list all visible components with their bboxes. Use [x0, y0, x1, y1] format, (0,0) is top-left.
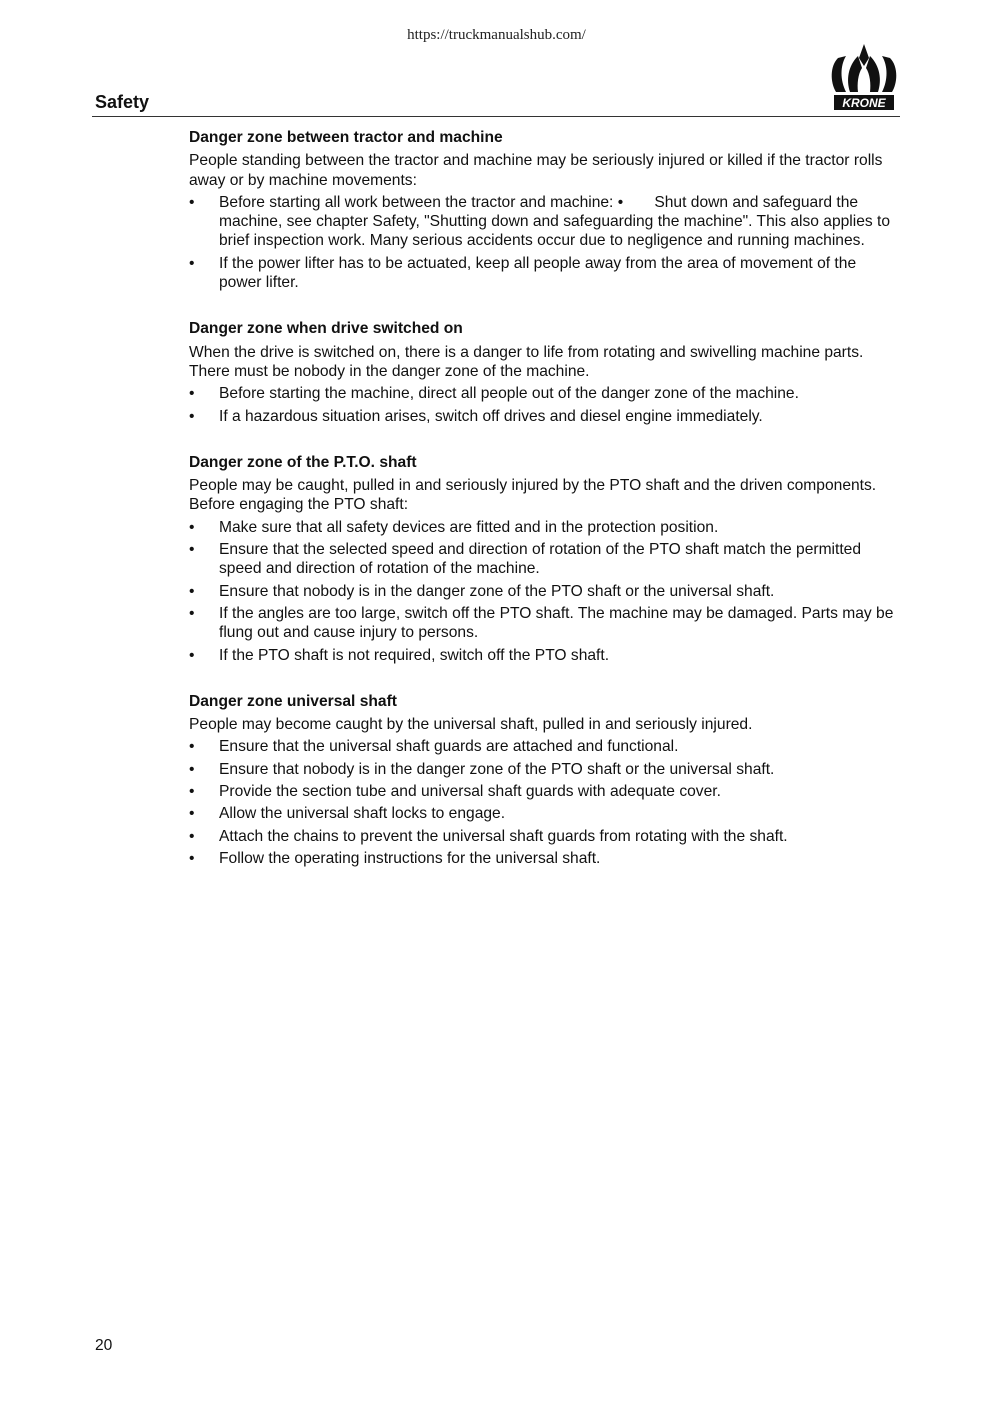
- list-item: [189, 737, 901, 756]
- bullet-icon: •: [189, 738, 195, 756]
- page-header-title: Safety: [95, 92, 150, 112]
- list-item-text: If the power lifter has to be actuated, keep all people away from the area of movement of the power lifter.: [219, 254, 857, 292]
- section-heading: Danger zone between tractor and machine: [189, 129, 503, 146]
- list-item: [189, 849, 901, 868]
- main-content: [189, 128, 901, 868]
- list-item: [189, 646, 901, 665]
- list-item-text: If a hazardous situation arises, switch off drives and diesel engine immediately.: [219, 407, 763, 425]
- section-heading: Danger zone universal shaft: [189, 692, 397, 710]
- list-item: [189, 782, 901, 801]
- bullet-list: [189, 737, 901, 868]
- source-url[interactable]: https://truckmanualshub.com/: [407, 27, 586, 43]
- krone-logo-text: KRONE: [842, 96, 886, 110]
- section-paragraph: Before engaging the PTO shaft:: [189, 496, 409, 514]
- list-item: [189, 582, 901, 601]
- section: [189, 319, 901, 425]
- list-item: [189, 193, 901, 251]
- bullet-icon: •: [189, 646, 195, 664]
- bullet-list: [189, 193, 901, 292]
- bullet-icon: •: [189, 254, 195, 272]
- section-heading: Danger zone when drive switched on: [189, 320, 463, 338]
- section: [189, 692, 901, 868]
- bullet-list: [189, 384, 901, 426]
- list-item-text: Provide the section tube and universal shaft guards with adequate cover.: [219, 783, 721, 801]
- list-item-text: If the angles are too large, switch off the PTO shaft. The machine may be damaged. Parts may be flung out and cause injury to persons.: [219, 604, 894, 642]
- list-item-text: Ensure that the selected speed and direction of rotation of the PTO shaft match the permitted speed and direction of rotation of the machine.: [219, 541, 862, 578]
- bullet-icon: •: [189, 604, 195, 622]
- section: [189, 453, 901, 665]
- bullet-icon: •: [189, 407, 195, 425]
- bullet-icon: •: [189, 193, 195, 211]
- bullet-icon: •: [189, 385, 195, 403]
- list-item: [189, 254, 901, 293]
- bullet-icon: •: [189, 518, 195, 536]
- bullet-list: [189, 518, 901, 665]
- list-item-text: Ensure that the universal shaft guards are attached and functional.: [219, 738, 679, 756]
- list-item: [189, 518, 901, 537]
- bullet-icon: •: [189, 541, 195, 559]
- section-paragraph: People may become caught by the universal shaft, pulled in and seriously injured.: [189, 716, 753, 734]
- section-paragraph: People standing between the tractor and machine may be seriously injured or killed if the tractor rolls away or by machine movements:: [189, 152, 883, 189]
- list-item-text: Ensure that nobody is in the danger zone of the PTO shaft or the universal shaft.: [219, 582, 775, 600]
- section-heading: Danger zone of the P.T.O. shaft: [189, 453, 417, 471]
- list-item-text: If the PTO shaft is not required, switch off the PTO shaft.: [219, 646, 610, 664]
- list-item-text: Make sure that all safety devices are fitted and in the protection position.: [219, 518, 719, 536]
- list-item: [189, 804, 901, 823]
- bullet-icon: •: [189, 827, 195, 845]
- bullet-icon: •: [189, 805, 195, 823]
- bullet-icon: •: [189, 849, 195, 867]
- page-number: 20: [95, 1337, 113, 1354]
- bullet-icon: •: [189, 783, 195, 801]
- list-item-text: Before starting the machine, direct all people out of the danger zone of the machine.: [219, 385, 799, 403]
- list-item: [189, 827, 901, 846]
- bullet-icon: •: [189, 582, 195, 600]
- list-item-text: Ensure that nobody is in the danger zone of the PTO shaft or the universal shaft.: [219, 760, 775, 778]
- list-item: [189, 760, 901, 779]
- list-item: [189, 540, 901, 579]
- bullet-icon: •: [189, 760, 195, 778]
- section: [189, 128, 901, 292]
- list-item: [189, 604, 901, 643]
- list-item: [189, 407, 901, 426]
- list-item-text: Before starting all work between the tractor and machine: • Shut down and safeguard the machine, see chapter Safety, "Shutting down and safeguarding the machine". This also applies to brief inspection work. Many serious accidents occur due to negligence and running machines.: [219, 193, 891, 250]
- section-paragraph: When the drive is switched on, there is a danger to life from rotating and swivelling machine parts. There must be nobody in the danger zone of the machine.: [189, 343, 864, 380]
- list-item-text: Follow the operating instructions for the universal shaft.: [219, 849, 601, 867]
- list-item-text: Attach the chains to prevent the universal shaft guards from rotating with the shaft.: [219, 827, 788, 845]
- krone-crown-logo-icon: [828, 42, 900, 112]
- list-item: [189, 384, 901, 403]
- header-divider: [92, 116, 900, 117]
- list-item-text: Allow the universal shaft locks to engage.: [219, 805, 506, 823]
- section-paragraph: People may be caught, pulled in and seriously injured by the PTO shaft and the driven components.: [189, 477, 877, 495]
